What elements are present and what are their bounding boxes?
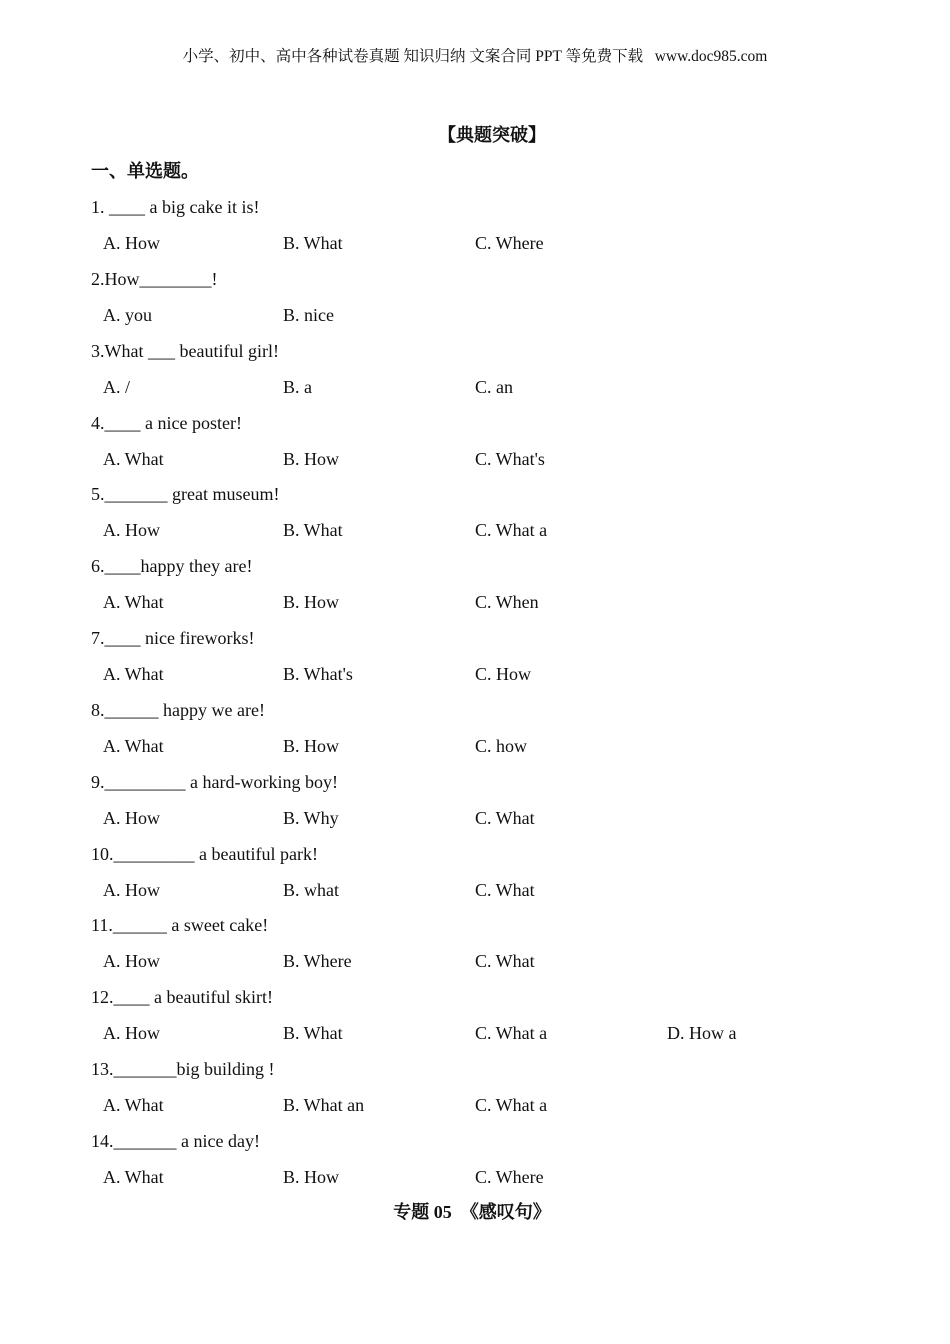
question-stem: 1. ____ a big cake it is! <box>91 197 260 217</box>
question-stem: 8.______ happy we are! <box>91 699 265 720</box>
option-a: A. How <box>103 520 160 541</box>
option-b: B. How <box>283 448 340 469</box>
question-stem: 12.____ a beautiful skirt! <box>91 987 273 1008</box>
question-stem: 5._______ great museum! <box>91 484 280 505</box>
question-stem: 14._______ a nice day! <box>91 1130 260 1151</box>
option-a: A. How <box>103 1023 160 1044</box>
question-2 <box>0 262 950 334</box>
question-12 <box>0 980 950 1052</box>
option-a: A. How <box>103 233 160 253</box>
question-stem: 9._________ a hard-working boy! <box>91 771 338 792</box>
option-a: A. What <box>103 664 164 685</box>
option-c: C. When <box>475 592 539 613</box>
option-a: A. What <box>103 592 164 613</box>
option-c: C. What a <box>475 1023 548 1044</box>
option-b: B. Where <box>283 951 352 972</box>
option-c: C. What's <box>475 448 545 469</box>
question-8 <box>0 693 950 765</box>
question-5 <box>0 477 950 549</box>
question-stem: 3.What ___ beautiful girl! <box>91 340 279 361</box>
option-b: B. Why <box>283 807 339 828</box>
option-c: C. What <box>475 951 535 972</box>
question-6 <box>0 549 950 621</box>
option-c: C. What <box>475 879 535 900</box>
option-c: C. What a <box>475 1095 548 1116</box>
question-list <box>0 190 950 1196</box>
option-c: C. Where <box>475 1166 544 1187</box>
option-b: B. nice <box>283 304 334 325</box>
option-b: B. What <box>283 233 343 253</box>
option-a: A. What <box>103 448 164 469</box>
option-b: B. What <box>283 520 343 541</box>
question-4 <box>0 406 950 478</box>
question-3 <box>0 334 950 406</box>
question-stem: 2.How________! <box>91 268 218 289</box>
option-b: B. What <box>283 1023 343 1044</box>
option-b: B. a <box>283 376 312 397</box>
page-footer: 专题 05 《感叹句》 <box>393 1202 551 1222</box>
section-title: 【典题突破】 <box>438 125 546 145</box>
option-b: B. How <box>283 1166 340 1187</box>
question-stem: 10._________ a beautiful park! <box>91 843 318 864</box>
option-a: A. How <box>103 951 160 972</box>
option-b: B. What's <box>283 664 353 685</box>
option-c: C. how <box>475 735 528 756</box>
question-9 <box>0 765 950 837</box>
option-a: A. / <box>103 376 130 397</box>
option-c: C. What a <box>475 520 548 541</box>
option-a: A. What <box>103 1166 164 1187</box>
option-c: C. an <box>475 376 513 397</box>
question-1 <box>0 190 950 262</box>
option-a: A. What <box>103 1095 164 1116</box>
question-stem: 4.____ a nice poster! <box>91 412 242 433</box>
question-13 <box>0 1052 950 1124</box>
option-b: B. what <box>283 879 339 900</box>
option-c: C. What <box>475 807 535 828</box>
option-b: B. What an <box>283 1095 365 1116</box>
option-b: B. How <box>283 735 340 756</box>
question-stem: 7.____ nice fireworks! <box>91 628 255 649</box>
page-header: 小学、初中、高中各种试卷真题 知识归纳 文案合同 PPT 等免费下载 www.doc985.com <box>182 48 768 65</box>
question-7 <box>0 621 950 693</box>
option-d: D. How a <box>667 1023 737 1044</box>
option-a: A. you <box>103 304 152 325</box>
option-c: C. Where <box>475 233 544 253</box>
question-10 <box>0 837 950 909</box>
question-11 <box>0 908 950 980</box>
option-a: A. How <box>103 807 160 828</box>
question-stem: 13._______big building ! <box>91 1059 275 1080</box>
option-a: A. What <box>103 735 164 756</box>
question-stem: 11.______ a sweet cake! <box>91 915 269 936</box>
question-stem: 6.____happy they are! <box>91 556 253 577</box>
option-a: A. How <box>103 879 160 900</box>
question-14 <box>0 1124 950 1196</box>
option-c: C. How <box>475 664 532 685</box>
part-heading: 一、单选题。 <box>91 161 199 181</box>
option-b: B. How <box>283 592 340 613</box>
